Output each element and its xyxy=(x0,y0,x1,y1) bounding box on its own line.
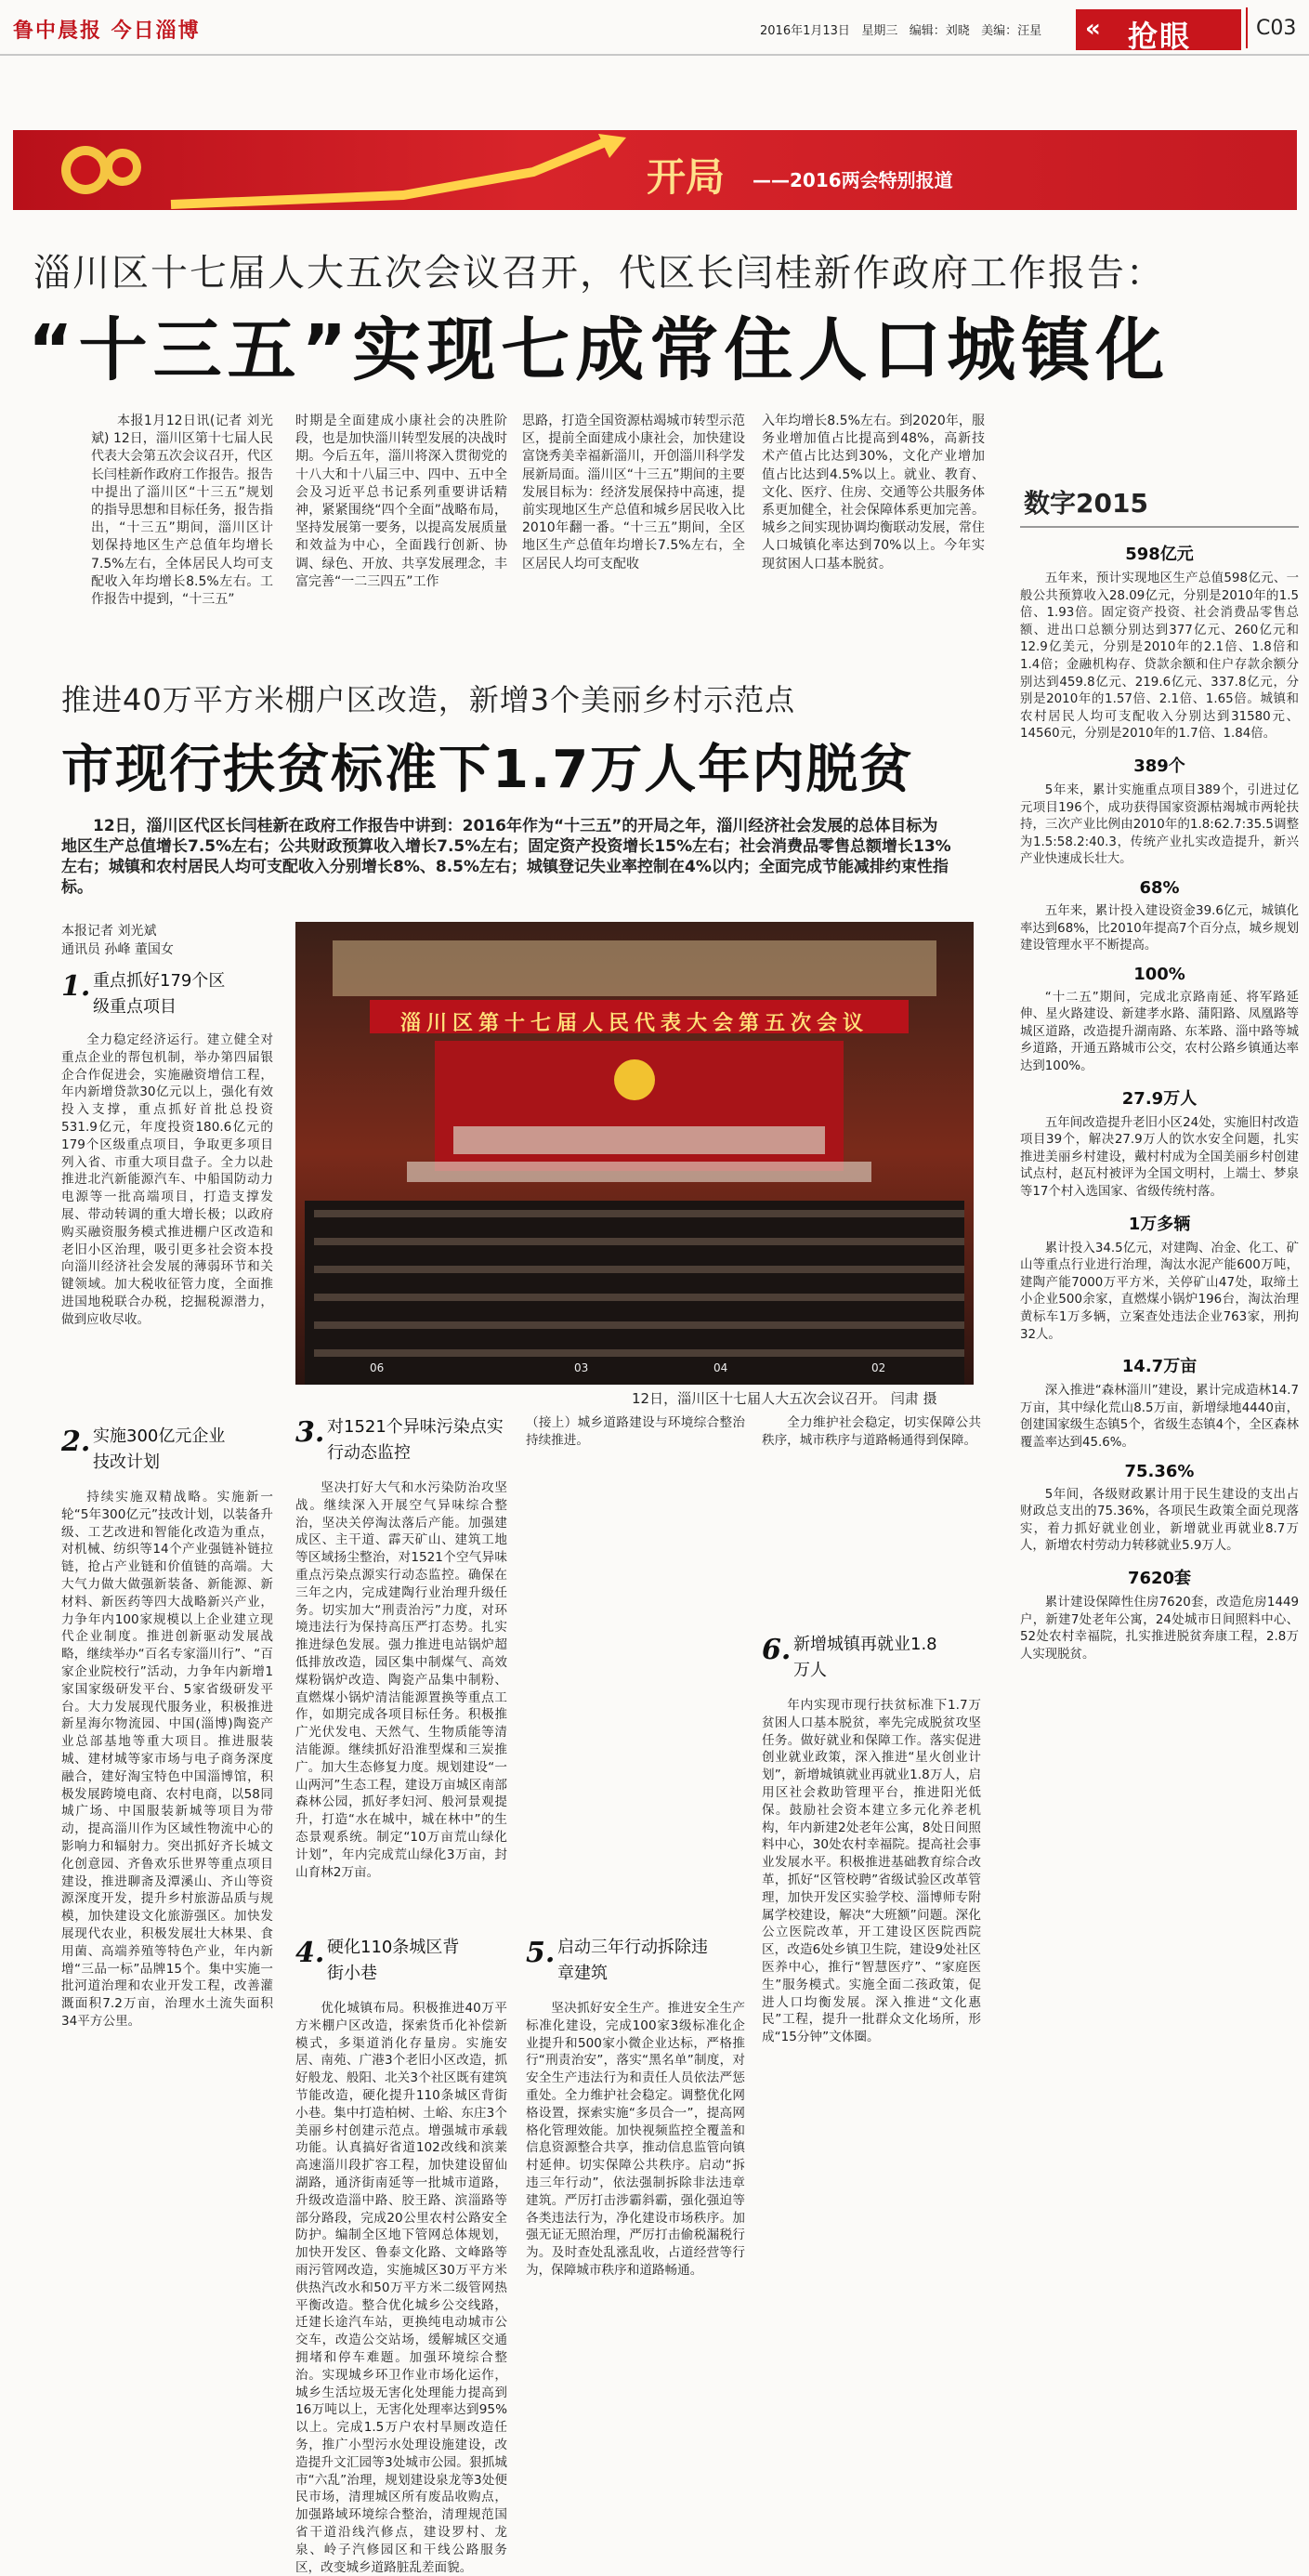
story1-column-4: 入年均增长8.5%左右。到2020年，服务业增加值占比提高到48%，高新技术产值占比达到30%，文化产业增加值占比达到4.5%以上。就业、教育、文化、医疗、住房、交通等公共服务体系更加健全，社会保障体系更加完善。城乡之间实现协调均衡联动发展，常住人口城镇化率达到70%以上。今年实现贫困人口基本脱贫。 xyxy=(762,414,985,572)
section-6-heading xyxy=(762,1632,985,1689)
svg-text:04: 04 xyxy=(713,1361,728,1374)
sidebar-stat-text: 累计建设保障性住房7620套，改造危房1449户，新建7处老年公寓，24处城市日间照料中心、52处农村幸福院，扎实推进脱贫奔康工程，2.8万人实现脱贫。 xyxy=(1020,1595,1299,1662)
byline xyxy=(61,922,174,959)
section-1-body: 全力稳定经济运行。建立健全对重点企业的帮包机制，举办第四届银企合作促进会，实施融资增信工程，年内新增贷款30亿元以上，强化有效投入支撑，重点抓好首批总投资531.9亿元，年度投资180.6亿元的179个区级重点项目，争取更多项目列入省、市重大项目盘子。全力以赴推进北汽新能源汽车、中船国防动力电源等一批高端项目，打造支撑发展、带动转调的重大增长极；以政府购买融资服务模式推进棚户区改造和老旧小区治理，吸引更多社会资本投向淄川经济社会发展的薄弱环节和关键领域。加大税收征管力度，全面推进国地税联合办税，挖掘税源潜力，做到应收尽收。 xyxy=(61,1032,273,1327)
story1-column-3: 思路，打造全国资源枯竭城市转型示范区，提前全面建成小康社会，加快建设富饶秀美幸福新淄川，开创淄川科学发展新局面。淄川区“十三五”期间的主要发展目标为：经济发展保持中高速，提前实现地区生产总值和城乡居民收入比2010年翻一番。“十三五”期间，全区地区生产总值年均增长7.5%左右，全区居民人均可支配收 xyxy=(522,414,745,572)
sidebar-stat-text: 深入推进“森林淄川”建设，累计完成造林14.7万亩，其中绿化荒山8.5万亩，新增绿地4440亩，创建国家级生态镇5个，省级生态镇4个，全区森林覆盖率达到45.6%。 xyxy=(1020,1384,1299,1450)
section-6-number: 6. xyxy=(762,1634,792,1666)
sidebar-stat-text: 五年来，预计实现地区生产总值598亿元、一般公共预算收入28.09亿元，分别是2010年的1.5倍、1.93倍。固定资产投资、社会消费品零售总额、进出口总额分别达到377亿元、260亿元和12.9亿美元，分别是2010年的2.1倍、1.8倍和1.4倍；金融机构存、贷款余额和住户存款余额分别达到459.8亿元、219.6亿元、337.8亿元，分别是2010年的1.57倍、2.1倍、1.65倍。城镇和农村居民人均可支配收入分别达到31580元、14560元，分别是2010年的1.7倍、1.84倍。 xyxy=(1020,572,1299,742)
section-4-body-continued: （接上）城乡道路建设与环境综合整治持续推进。 xyxy=(526,1415,745,1448)
section-6-body: 年内实现市现行扶贫标准下1.7万贫困人口基本脱贫，率先完成脱贫攻坚任务。做好就业和保障工作。落实促进创业就业政策，深入推进“星火创业计划”，新增城镇就业再就业1.8万人，启用区社会救助管理平台，推进阳光低保。鼓励社会资本建立多元化养老机构，年内新建2处老年公寓，8处日间照料中心，30处农村幸福院。提高社会事业发展水平。积极推进基础教育综合改革，抓好“区管校聘”省级试验区改革管理，加快开发区实验学校、淄博师专附属学校建设，解决“大班额”问题。深化公立医院改革，开工建设区医院西院区，改造6处乡镇卫生院，建设9处社区医养中心，推行“智慧医疗”、“家庭医生”服务模式。实施全面二孩政策，促进人口均衡发展。深入推进“文化惠民”工程，提升一批群众文化场所，形成“15分钟”文体圈。 xyxy=(762,1698,981,2045)
designer: 美编：汪星 xyxy=(981,24,1042,38)
section-4-number: 4. xyxy=(295,1937,325,1969)
header-divider xyxy=(1246,7,1248,48)
sidebar-stat-heading: 27.9万人 xyxy=(1121,1088,1198,1109)
sidebar-numbers xyxy=(1020,532,1299,2204)
story2-subheadline: 推进40万平方米棚户区改造，新增3个美丽乡村示范点 xyxy=(61,682,796,717)
svg-text:02: 02 xyxy=(871,1361,886,1374)
svg-text:03: 03 xyxy=(574,1361,589,1374)
section-6-preface: 全力维护社会稳定，切实保障公共秩序，城市秩序与道路畅通得到保障。 xyxy=(762,1415,981,1448)
reporter: 本报记者 刘光斌 xyxy=(61,924,157,939)
meeting-photo xyxy=(295,922,974,1385)
sidebar-rule xyxy=(1020,526,1299,528)
special-report-banner xyxy=(13,130,1297,210)
sidebar-stat-heading: 100% xyxy=(1133,964,1185,984)
section-4-heading xyxy=(295,1935,509,1992)
issue-date: 2016年1月13日 xyxy=(760,24,850,38)
story1-column-2: 时期是全面建成小康社会的决胜阶段，也是加快淄川转型发展的决战时期。今后五年，淄川将深入贯彻党的十八大和十八届三中、四中、五中全会及习近平总书记系列重要讲话精神，紧紧围绕“四个全面”战略布局，坚持发展第一要务，以提高发展质量和效益为中心，全面践行创新、协调、绿色、开放、共享发展理念，丰富完善“一二三四五”工作 xyxy=(295,414,507,589)
assembly-hall-illustration xyxy=(295,922,974,1385)
section-2-body: 持续实施双精战略。实施新一轮“5年300亿元”技改计划，以装备升级、工艺改进和智能化改造为重点，对机械、纺织等14个产业强链补链拉链，抢占产业链和价值链的高端。大大气力做大做强新装备、新能源、新材料、新医药等四大战略新兴产业，力争年内100家规模以上企业建立现代企业制度。推进创新驱动发展战略，继续举办“百名专家淄川行”、“百家企业院校行”活动，力争年内新增1家国家级研发平台、5家省级研发平台。大力发展现代服务业，积极推进新星海尔物流园、中国(淄博)陶瓷产业总部基地等重大项目。推进服装城、建材城等家市场与电子商务深度融合，建好淘宝特色中国淄博馆，积极发展跨境电商、农村电商，以58同城广场、中国服装新城等项目为带动，提高淄川作为区域性物流中心的影响力和辐射力。突出抓好齐长城文化创意园、齐鲁欢乐世界等重点项目建设，推进聊斋及潭溪山、齐山等资源深度开发，提升乡村旅游品质与规模，加快建设文化旅游强区。加快发展现代农业，积极发展壮大林果、食用菌、高端养殖等特色产业，年内新增“三品一标”品牌15个。集中实施一批河道治理和农业开发工程，改善灌溉面积7.2万亩，治理水土流失面积34平方公里。 xyxy=(61,1490,273,2029)
section-5-number: 5. xyxy=(526,1937,556,1969)
section-2-number: 2. xyxy=(61,1426,91,1458)
section-2-title: 实施300亿元企业技改计划 xyxy=(93,1426,226,1472)
photo-stage-banner: 淄川区第十七届人民代表大会第五次会议 xyxy=(399,1011,869,1035)
page-number: C03 xyxy=(1256,17,1297,40)
section-3-number: 3. xyxy=(295,1416,325,1449)
banner-title: 开局 xyxy=(647,154,726,200)
sidebar-stat-heading: 68% xyxy=(1139,877,1180,898)
section-4-body: 优化城镇布局。积极推进40万平方米棚户区改造，探索货币化补偿新模式，多渠道消化存量房。实施安居、南苑、广港3个老旧小区改造，抓好般龙、般阳、北关3个社区既有建筑节能改造，硬化提升110条城区背街小巷。集中打造柏树、土峪、东庄3个美丽乡村创建示范点。增强城市承载功能。认真搞好省道102改线和滨莱高速淄川段扩容工程，加快建设留仙湖路，通济街南延等一批城市道路，升级改造淄中路、胶王路、滨淄路等部分路段，完成20公里农村公路安全防护。编制全区地下管网总体规划，加快开发区、鲁泰文化路、文峰路等雨污管网改造，实施城区30万平方米供热汽改水和50万平方米二级管网热平衡改造。整合优化城乡公交线路，迁建长途汽车站，更换纯电动城市公交车，改造公交站场，缓解城区交通拥堵和停车难题。加强环境综合整治。实现城乡环卫作业市场化运作，城乡生活垃圾无害化处理能力提高到16万吨以上，无害化处理率达到95%以上。完成1.5万户农村旱厕改造任务，推广小型污水处理设施建设，改造提升文汇园等3处城市公园。狠抓城市“六乱”治理，规划建设泉龙等3处便民市场，清理城区所有废品收购点，加强路域环境综合整治，清理规范国省干道沿线汽修点，建设罗村、龙泉、岭子汽修园区和干线公路服务区，改变城乡道路脏乱差面貌。 xyxy=(295,2001,507,2575)
section-1-heading xyxy=(61,968,266,1026)
sidebar-stat-heading: 389个 xyxy=(1133,756,1185,776)
story1-headline: “十三五”实现七成常住人口城镇化 xyxy=(28,310,1171,390)
story2-lead: 12日，淄川区代区长闫桂新在政府工作报告中讲到：2016年作为“十三五”的开局之年，淄川经济社会发展的总体目标为地区生产总值增长7.5%左右；公共财政预算收入增长7.5%左右；固定资产投资增长15%左右；社会消费品零售总额增长13%左右；城镇和农村居民人均可支配收入分别增长8%、8.5%左右；城镇登记失业率控制在4%以内；全面完成节能减排约束性指标。 xyxy=(61,817,951,897)
section-5-heading xyxy=(526,1935,745,1992)
sidebar-stat-heading: 7620套 xyxy=(1127,1568,1192,1588)
sidebar-stat-heading: 75.36% xyxy=(1124,1461,1195,1481)
chevron-left-icon: « xyxy=(1085,15,1101,43)
section-6-title: 新增城镇再就业1.8万人 xyxy=(793,1635,937,1680)
issue-meta xyxy=(760,20,1041,38)
section-4-title: 硬化110条城区背街小巷 xyxy=(327,1938,460,1983)
section-1-title: 重点抓好179个区级重点项目 xyxy=(93,971,226,1017)
section-tag xyxy=(1076,9,1241,54)
story2-headline: 市现行扶贫标准下1.7万人年内脱贫 xyxy=(61,740,914,800)
section-5-body: 坚决抓好安全生产。推进安全生产标准化建设，完成100家3级标准化企业提升和500家小微企业达标，严格推行“刑责治安”，落实“黑名单”制度，对安全生产违法行为和责任人员依法严惩重处。全力维护社会稳定。调整优化网格设置，探索实施“多员合一”，提高网格化管理效能。加快视频监控全覆盖和信息资源整合共享，推动信息监管向镇村延伸。切实保障公共秩序。启动“拆违三年行动”，依法强制拆除非法违章建筑。严厉打击涉霸斜霸，强化强迫等各类违法行为，净化建设市场秩序。加强无证无照治理，严厉打击偷税漏税行为。及时查处乱涨乱收，占道经营等行为，保障城市秩序和道路畅通。 xyxy=(526,2001,745,2278)
section-1-number: 1. xyxy=(61,970,91,1003)
masthead: 鲁中晨报 今日淄博 xyxy=(13,19,201,43)
issue-weekday: 星期三 xyxy=(861,24,898,38)
editor: 编辑：刘晓 xyxy=(909,24,970,38)
section-label: 抢眼 xyxy=(1128,19,1192,54)
sidebar-stat-heading: 14.7万亩 xyxy=(1121,1357,1198,1377)
header-rule xyxy=(0,54,1309,56)
sidebar-stat-text: 累计投入34.5亿元，对建陶、冶金、化工、矿山等重点行业进行治理，淘汰水泥产能600万吨，建陶产能7000万平方米，关停矿山47处，取缔土小企业500余家，直燃煤小锅炉196台，淘汰治理黄标车1万多辆，立案查处违法企业763家，刑拘32人。 xyxy=(1020,1241,1299,1342)
sidebar-stat-text: “十二五”期间，完成北京路南延、将军路延伸、星火路建设、新建孝水路、蒲阳路、凤凰路等城区道路，改造提升湖南路、东苯路、淄中路等城乡道路，开通五路城市公交，农村公路乡镇通达率达到100%。 xyxy=(1020,990,1299,1074)
sidebar-title: 数字2015 xyxy=(1024,488,1148,519)
sidebar-stat-heading: 598亿元 xyxy=(1125,545,1194,564)
sidebar-stat-text: 5年间，各级财政累计用于民生建设的支出占财政总支出的75.36%，各项民生政策全面兑现落实，着力抓好就业创业，新增就业再就业8.7万人，新增农村劳动力转移就业5.9万人。 xyxy=(1020,1487,1299,1554)
sidebar-stat-heading: 1万多辆 xyxy=(1128,1214,1191,1234)
section-5-title: 启动三年行动拆除违章建筑 xyxy=(557,1938,708,1983)
photo-caption: 12日，淄川区十七届人大五次会议召开。 闫肃 摄 xyxy=(632,1390,937,1407)
national-emblem-icon xyxy=(614,1059,655,1100)
section-3-heading xyxy=(295,1414,509,1472)
story1-subheadline: 淄川区十七届人大五次会议召开，代区长闫桂新作政府工作报告： xyxy=(33,252,1165,295)
svg-text:06: 06 xyxy=(370,1361,385,1374)
sidebar-stat-text: 5年来，累计实施重点项目389个，引进过亿元项目196个，成功获得国家资源枯竭城市两轮扶持，三次产业比例由2010年的1.8:62.7:35.5调整为1.5:58.2:40.3，传统产业扎实改造提升，新兴产业快速成长壮大。 xyxy=(1020,782,1299,867)
section-3-title: 对1521个异味污染点实行动态监控 xyxy=(327,1417,504,1463)
banner-subtitle: ——2016两会特别报道 xyxy=(753,169,953,191)
correspondents: 通讯员 孙峰 董国女 xyxy=(61,942,174,957)
story1-column-1: 本报1月12日讯(记者 刘光斌) 12日，淄川区第十七届人民代表大会第五次会议召开，代区长闫桂新作政府工作报告。报告中提出了淄川区“十三五”规划的指导思想和目标任务，报告指出，“十三五”期间，淄川区计划保持地区生产总值年均增长7.5%左右，全体居民人均可支配收入年均增长8.5%左右。工作报告中提到，“十三五” xyxy=(91,414,273,608)
sidebar-stat-text: 五年间改造提升老旧小区24处，实施旧村改造项目39个，解决27.9万人的饮水安全问题，扎实推进美丽乡村建设，戴村村成为全国美丽乡村创建试点村，赵瓦村被评为全国文明村，上端士、梦泉等17个村入选国家、省级传统村落。 xyxy=(1020,1115,1299,1200)
section-2-heading xyxy=(61,1424,266,1481)
rising-arrow-icon xyxy=(171,141,608,204)
section-3-body: 坚决打好大气和水污染防治攻坚战。继续深入开展空气异味综合整治，坚决关停淘汰落后产能。加强建成区、主干道、霹天矿山、建筑工地等区域扬尘整治，对1521个空气异味重点污染点源实行动态监控。确保在三年之内，完成建陶行业治理升级任务。切实加大“刑责治污”力度，对环境违法行为保持高压严打态势。扎实推进绿色发展。强力推进电站锅炉超低排放改造，园区集中制煤气、高效煤粉锅炉改造、陶瓷产品集中制粉、直燃煤小锅炉清洁能源置换等重点工作，如期完成各项目标任务。积极推广光伏发电、天然气、生物质能等清洁能源。继续抓好沿淮型煤和三炭推广。加大生态修复力度。规划建设“一山两河”生态工程，建设万亩城区南部森林公园，抓好孝妇河、般河景观提升，打造“水在城中，城在林中”的生态景观系统。制定“10万亩荒山绿化计划”，年内完成荒山绿化3万亩，封山育林2万亩。 xyxy=(295,1480,507,1880)
sidebar-stat-text: 五年来，累计投入建设资金39.6亿元，城镇化率达到68%，比2010年提高7个百分点，城乡规划建设管理水平不断提高。 xyxy=(1020,903,1299,953)
